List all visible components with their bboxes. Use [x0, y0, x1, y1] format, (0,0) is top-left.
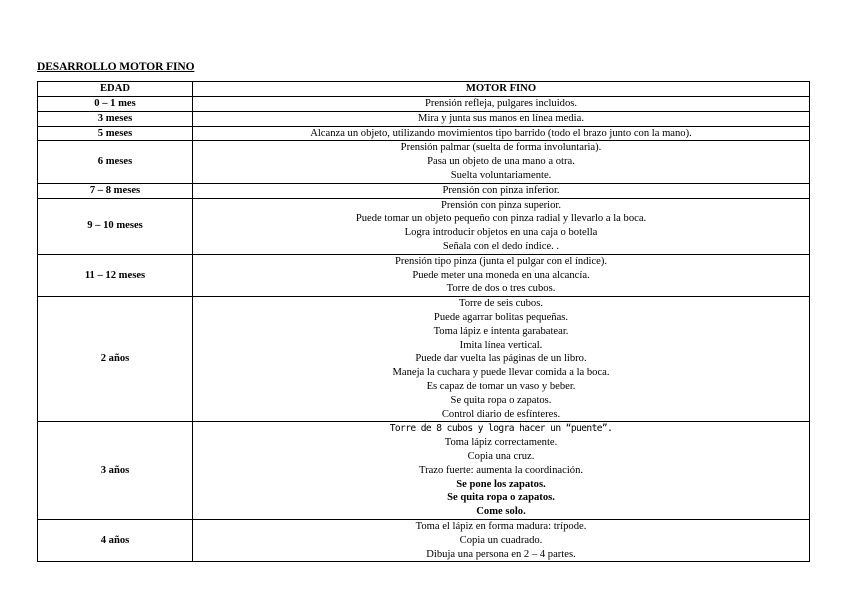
skill-item: Puede agarrar bolitas pequeñas. [433, 311, 569, 323]
skill-item: Puede dar vuelta las páginas de un libro. [415, 353, 587, 365]
age-cell: 7 – 8 meses [38, 183, 193, 198]
skill-item: Copia una cruz. [467, 450, 535, 462]
skills-cell [193, 198, 810, 254]
skill-item: Trazo fuerte: aumenta la coordinación. [418, 464, 584, 476]
skill-item: Torre de dos o tres cubos. [446, 283, 556, 295]
skill-item: Maneja la cuchara y puede llevar comida a la boca. [392, 367, 610, 379]
skill-item: Imita línea vertical. [459, 339, 543, 351]
skills-cell [193, 141, 810, 183]
age-cell: 4 años [38, 519, 193, 561]
table-row [38, 297, 810, 422]
skill-item: Mira y junta sus manos en línea media. [418, 112, 584, 124]
table-row [38, 141, 810, 183]
skills-cell [193, 111, 810, 126]
age-cell: 11 – 12 meses [38, 254, 193, 296]
table-row [38, 126, 810, 141]
header-age: EDAD [38, 82, 193, 97]
skill-item: Puede tomar un objeto pequeño con pinza radial y llevarlo a la boca. [355, 213, 647, 225]
skill-item: Logra introducir objetos en una caja o botella [404, 227, 598, 239]
skill-item: Puede meter una moneda en una alcancía. [412, 269, 590, 281]
table-row [38, 97, 810, 112]
skill-item: Prensión con pinza superior. [440, 199, 562, 211]
table-header-row [38, 82, 810, 97]
age-cell: 9 – 10 meses [38, 198, 193, 254]
age-cell: 5 meses [38, 126, 193, 141]
header-fine-motor: MOTOR FINO [193, 82, 810, 97]
skills-cell [193, 297, 810, 422]
page-title: DESARROLLO MOTOR FINO [37, 61, 195, 73]
age-cell: 0 – 1 mes [38, 97, 193, 112]
skill-item: Es capaz de tomar un vaso y beber. [426, 380, 576, 392]
table-row [38, 254, 810, 296]
skill-item: Prensión refleja, pulgares incluidos. [424, 98, 578, 109]
table-row [38, 183, 810, 198]
skill-item: Alcanza un objeto, utilizando movimientos tipo barrido (todo el brazo junto con la mano). [310, 127, 692, 139]
skill-item: Torre de 8 cubos y logra hacer un “puente”. [389, 423, 613, 435]
age-cell: 6 meses [38, 141, 193, 183]
skill-item: Toma lápiz correctamente. [444, 437, 558, 449]
skill-item: Come solo. [476, 506, 526, 518]
age-cell: 3 meses [38, 111, 193, 126]
motor-development-table [37, 81, 810, 562]
skill-item: Torre de seis cubos. [459, 298, 543, 310]
skills-cell [193, 126, 810, 141]
skill-item: Copia un cuadrado. [459, 534, 543, 546]
skill-item: Prensión con pinza inferior. [442, 184, 560, 196]
skill-item: Toma el lápiz en forma madura: trípode. [415, 520, 587, 532]
skills-cell [193, 422, 810, 520]
skill-item: Se pone los zapatos. [456, 478, 546, 490]
skill-item: Prensión tipo pinza (junta el pulgar con el índice). [394, 255, 608, 267]
table-row [38, 198, 810, 254]
table-body [38, 97, 810, 562]
skills-cell [193, 183, 810, 198]
skill-item: Señala con el dedo índice. . [442, 240, 560, 252]
table-row [38, 519, 810, 561]
skill-item: Toma lápiz e intenta garabatear. [433, 325, 569, 337]
table-row [38, 111, 810, 126]
skills-cell [193, 97, 810, 112]
skill-item: Control diario de esfínteres. [441, 408, 561, 420]
age-cell: 3 años [38, 422, 193, 520]
skill-item: Prensión palmar (suelta de forma involuntaria). [400, 142, 602, 154]
skill-item: Suelta voluntariamente. [450, 169, 552, 181]
skill-item: Pasa un objeto de una mano a otra. [427, 156, 575, 168]
age-cell: 2 años [38, 297, 193, 422]
skills-cell [193, 519, 810, 561]
skill-item: Se quita ropa o zapatos. [447, 492, 555, 504]
skills-cell [193, 254, 810, 296]
skill-item: Se quita ropa o zapatos. [450, 394, 552, 406]
table-row [38, 422, 810, 520]
skill-item: Dibuja una persona en 2 – 4 partes. [426, 548, 576, 560]
